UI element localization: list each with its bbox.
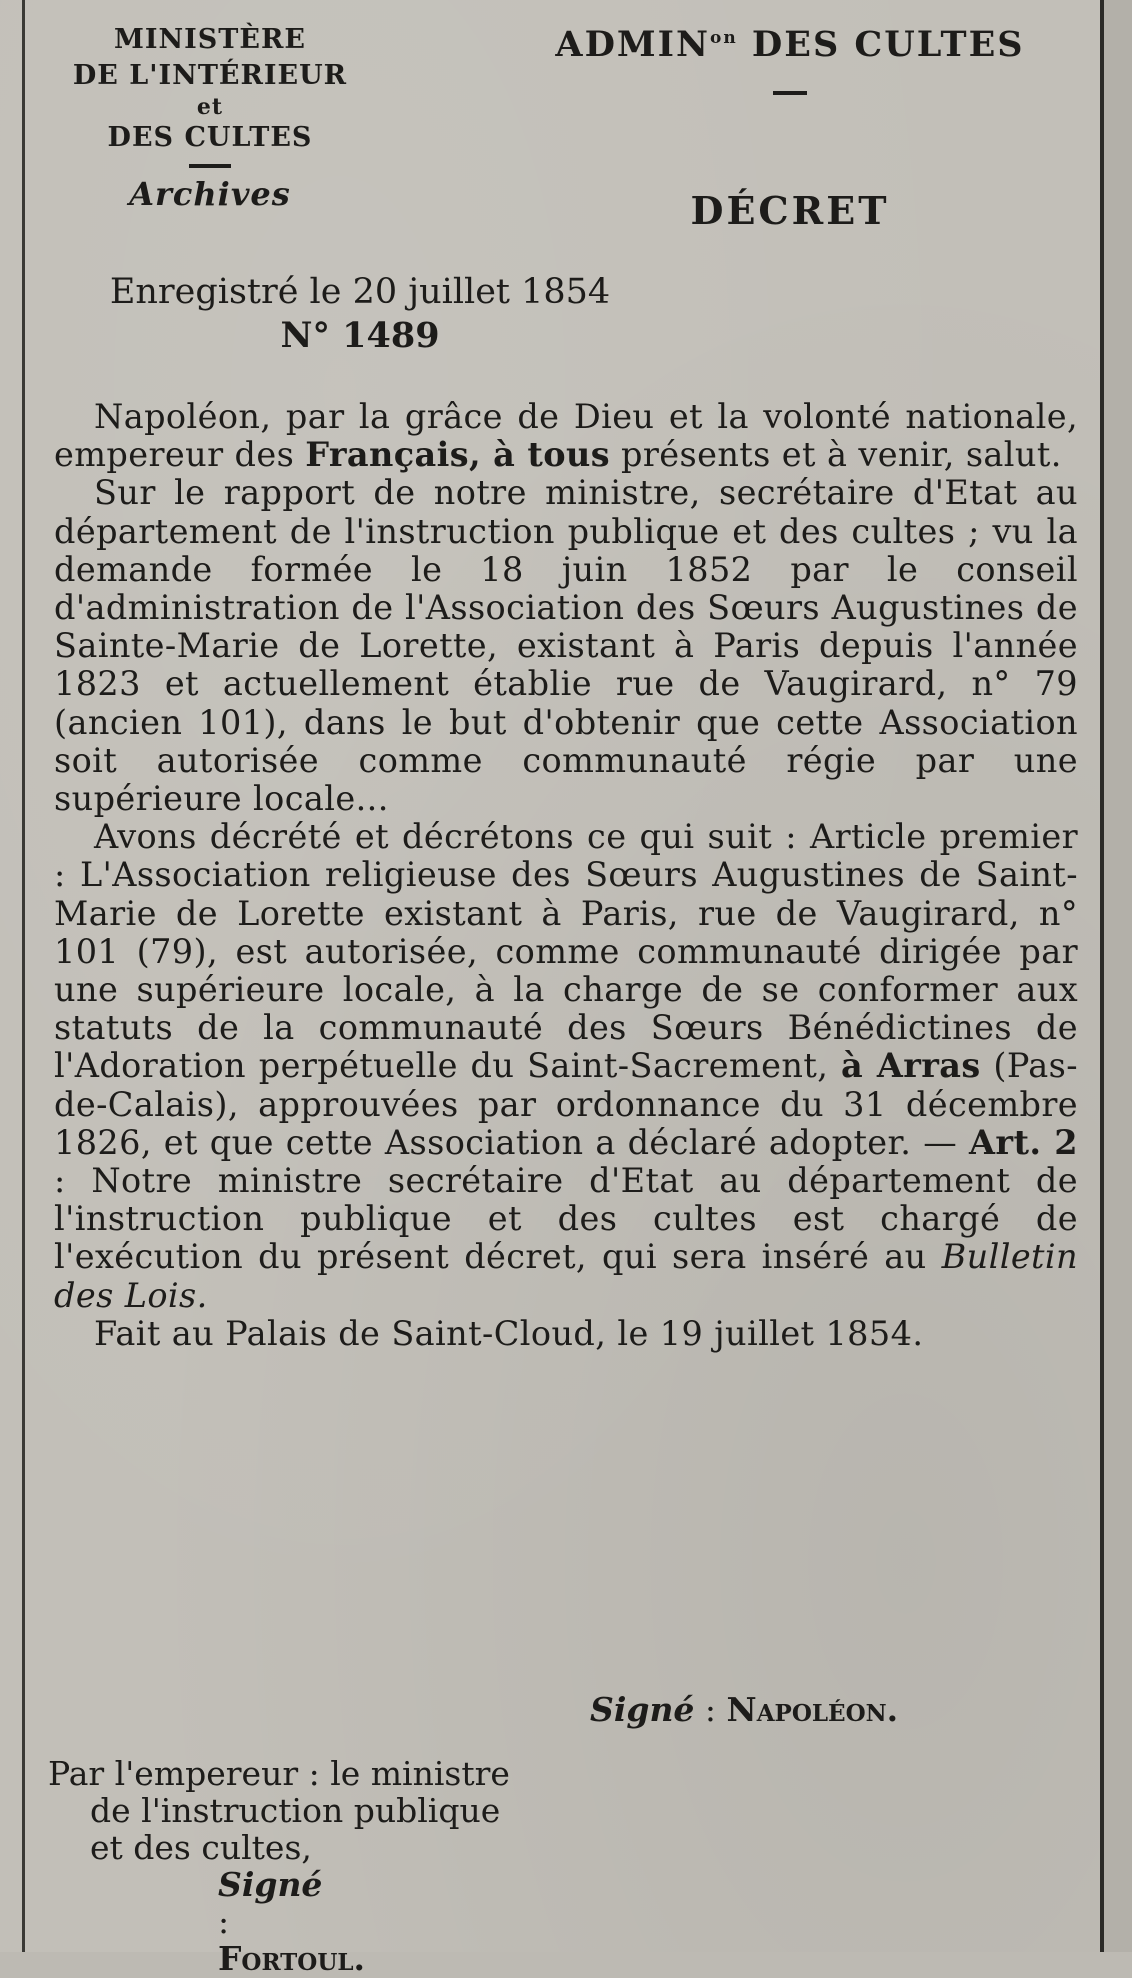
header-dash-left <box>189 164 231 168</box>
left-border-rule <box>22 0 25 1952</box>
registration-date: Enregistré le 20 juillet 1854 <box>109 272 611 312</box>
preamble-paragraph: Napoléon, par la grâce de Dieu et la volonté nationale, empereur des Français, à tous présents et à venir, salut. <box>54 397 1078 475</box>
fortoul-signature: Signé : Fortoul. <box>218 1865 366 1978</box>
decree-body <box>54 398 1078 1353</box>
administration-title: $ADMIN^{on}$ DES CULTES <box>555 24 1025 65</box>
archives-label: Archives <box>129 175 291 213</box>
administration-header <box>540 14 1040 235</box>
decree-articles-paragraph: Avons décrété et décrétons ce qui suit : Article premier : L'Association religieuse des Sœurs Augustines de Saint-Marie de Lorette existant à Paris, rue de Vaugirard, n° 101 (79), est autorisée, comme communauté dirigée par une supérieure locale, à la charge de se conformer aux statuts de la communauté des Sœurs Bénédictines de l'Adoration perpétuelle du Saint-Sacrement, à Arras (Pas-de-Calais), approuvées par ordonnance du 31 décembre 1826, et que cette Association a déclaré adopter. — Art. 2 : Notre ministre secrétaire d'Etat au département de l'instruction publique et des cultes est chargé de l'exécution du présent décret, qui sera inséré au Bulletin des Lois. <box>54 817 1078 1315</box>
ministry-line-3: et <box>196 94 224 120</box>
ministry-header <box>40 22 380 214</box>
minister-line-2: de l'instruction publique <box>90 1791 501 1830</box>
report-paragraph: Sur le rapport de notre ministre, secrétaire d'Etat au département de l'instruction publique et des cultes ; vu la demande formée le 18 juin 1852 par le conseil d'administration de l'Association des Sœurs Augustines de Sainte-Marie de Lorette, existant à Paris depuis l'année 1823 et actuellement établie rue de Vaugirard, n° 79 (ancien 101), dans le but d'obtenir que cette Association soit autorisée comme communauté régie par une supérieure locale... <box>54 473 1078 819</box>
ministry-line-1: MINISTÈRE <box>113 24 306 55</box>
minister-line-1: Par l'empereur : le ministre <box>48 1754 510 1793</box>
decree-title: DÉCRET <box>690 188 890 233</box>
header-dash-right <box>773 91 807 95</box>
minister-line-3: et des cultes, <box>90 1828 312 1867</box>
ministry-line-2: DE L'INTÉRIEUR <box>72 60 348 91</box>
napoleon-signature: Signé : Napoléon. <box>590 1690 899 1729</box>
registration-number: N° 1489 <box>280 315 440 356</box>
signature-place-date: Fait au Palais de Saint-Cloud, le 19 juillet 1854. <box>94 1313 924 1353</box>
minister-countersignature <box>48 1755 668 1977</box>
adjacent-column-strip <box>1104 0 1132 1952</box>
ministry-line-4: DES CULTES <box>107 122 313 153</box>
